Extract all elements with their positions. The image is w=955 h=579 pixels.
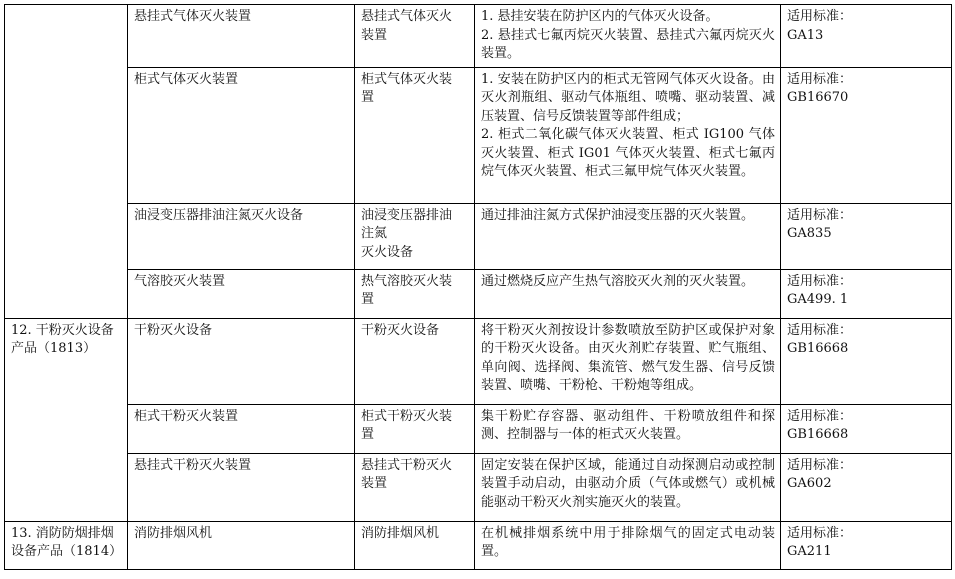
- table-row: [5, 318, 952, 404]
- description-cell: 将干粉灭火剂按设计参数喷放至防护区或保护对象的干粉灭火设备。由灭火剂贮存装置、贮气瓶组、单向阀、选择阀、集流管、燃气发生器、信号反馈装置、喷嘴、干粉枪、干粉炮等组成。: [475, 318, 781, 404]
- category-cell: 12. 干粉灭火设备 产品（1813）: [5, 318, 128, 521]
- standard-cell: 适用标准： GA835: [781, 203, 952, 269]
- standard-cell: 适用标准： GA602: [781, 453, 952, 521]
- description-cell: 1. 悬挂安装在防护区内的气体灭火设备。 2. 悬挂式七氟丙烷灭火装置、悬挂式六氟丙烷灭火装置。: [475, 5, 781, 68]
- product-cell: 油浸变压器排油注氮灭火设备: [128, 203, 355, 269]
- table-row: [5, 67, 952, 203]
- description-cell: 通过燃烧反应产生热气溶胶灭火剂的灭火装置。: [475, 269, 781, 318]
- name-cell: 油浸变压器排油 注氮 灭火设备: [355, 203, 475, 269]
- name-cell: 悬挂式干粉灭火 装置: [355, 453, 475, 521]
- table-row: [5, 521, 952, 569]
- standard-cell: 适用标准： GB16668: [781, 318, 952, 404]
- product-cell: 柜式气体灭火装置: [128, 67, 355, 203]
- table-row: [5, 203, 952, 269]
- name-cell: 柜式气体灭火装 置: [355, 67, 475, 203]
- product-cell: 悬挂式干粉灭火装置: [128, 453, 355, 521]
- table-row: [5, 453, 952, 521]
- name-cell: 消防排烟风机: [355, 521, 475, 569]
- category-cell: 13. 消防防烟排烟 设备产品（1814）: [5, 521, 128, 569]
- category-cell: [5, 5, 128, 319]
- table-row: [5, 404, 952, 453]
- product-cell: 消防排烟风机: [128, 521, 355, 569]
- product-cell: 悬挂式气体灭火装置: [128, 5, 355, 68]
- standard-cell: 适用标准： GA211: [781, 521, 952, 569]
- product-standards-table: [4, 4, 952, 570]
- standard-cell: 适用标准： GB16670: [781, 67, 952, 203]
- product-cell: 气溶胶灭火装置: [128, 269, 355, 318]
- product-cell: 柜式干粉灭火装置: [128, 404, 355, 453]
- standard-cell: 适用标准： GA13: [781, 5, 952, 68]
- description-cell: 固定安装在保护区域，能通过自动探测启动或控制装置手动启动，由驱动介质（气体或燃气）或机械能驱动干粉灭火剂实施灭火的装置。: [475, 453, 781, 521]
- name-cell: 悬挂式气体灭火 装置: [355, 5, 475, 68]
- table-row: [5, 269, 952, 318]
- table-row: [5, 5, 952, 68]
- product-cell: 干粉灭火设备: [128, 318, 355, 404]
- standard-cell: 适用标准： GB16668: [781, 404, 952, 453]
- name-cell: 干粉灭火设备: [355, 318, 475, 404]
- name-cell: 热气溶胶灭火装 置: [355, 269, 475, 318]
- description-cell: 在机械排烟系统中用于排除烟气的固定式电动装置。: [475, 521, 781, 569]
- standard-cell: 适用标准： GA499. 1: [781, 269, 952, 318]
- description-cell: 通过排油注氮方式保护油浸变压器的灭火装置。: [475, 203, 781, 269]
- description-cell: 1. 安装在防护区内的柜式无管网气体灭火设备。由灭火剂瓶组、驱动气体瓶组、喷嘴、驱动装置、减压装置、信号反馈装置等部件组成； 2. 柜式二氧化碳气体灭火装置、柜式 IG100 气体灭火装置、柜式 IG01 气体灭火装置、柜式七氟丙烷气体灭火装置、柜式三氟甲烷气体灭火装置。: [475, 67, 781, 203]
- description-cell: 集干粉贮存容器、驱动组件、干粉喷放组件和探测、控制器与一体的柜式灭火装置。: [475, 404, 781, 453]
- name-cell: 柜式干粉灭火装 置: [355, 404, 475, 453]
